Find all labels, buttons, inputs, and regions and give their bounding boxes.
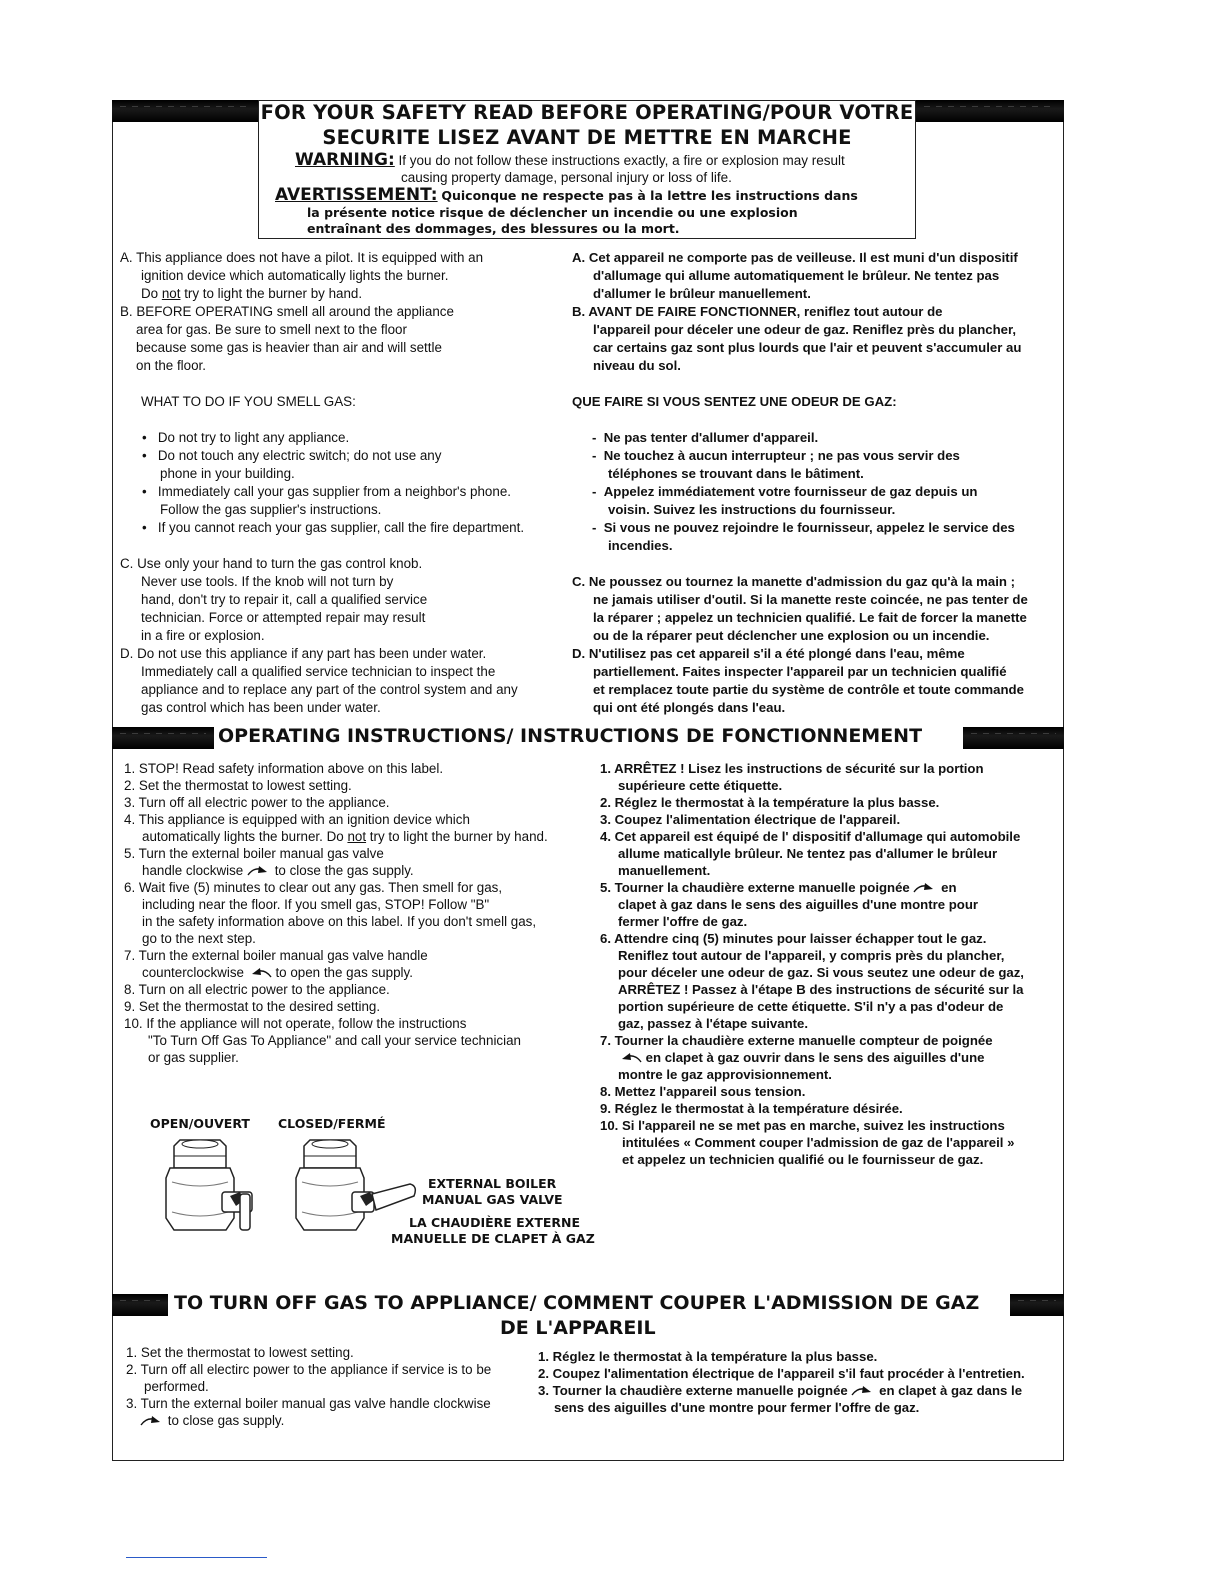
op-fr-6d: ARRÊTEZ ! Passez à l'étape B des instructions de sécurité sur la [618,982,1024,997]
safety-fr-b2: l'appareil pour déceler une odeur de gaz. Reniflez près du plancher, [593,322,1017,337]
safety-title-box [258,100,916,239]
safety-fr-bullet-3: - Appelez immédiatement votre fournisseur de gaz depuis un [592,484,978,499]
avertissement-label: AVERTISSEMENT: [275,185,438,205]
safety-en-column [120,249,560,717]
safety-en-b4: on the floor. [136,358,206,373]
safety-en-d3: appliance and to replace any part of the control system and any [141,682,518,697]
op-fr-10b: intitulées « Comment couper l'admission de gaz de l'appareil » [622,1135,1015,1150]
op-en-10b: "To Turn Off Gas To Appliance" and call your service technician [148,1033,521,1048]
op-fr-4b: allume maticallyle brûleur. Ne tentez pas d'allumer le brûleur [618,846,998,861]
safety-en-what-to-do: WHAT TO DO IF YOU SMELL GAS: [141,394,356,409]
valve-caption-en-2: MANUAL GAS VALVE [422,1192,563,1207]
clockwise-arrow-icon [247,866,271,876]
turnoff-fr-column [538,1348,1062,1416]
op-en-2: 2. Set the thermostat to lowest setting. [124,778,352,793]
safety-fr-d3: et remplacez toute partie du système de contrôle et toute commande [593,682,1024,697]
valve-closed-label: CLOSED/FERMÉ [278,1116,386,1131]
op-en-5a: 5. Turn the external boiler manual gas valve [124,846,384,861]
op-en-7a: 7. Turn the external boiler manual gas valve handle [124,948,428,963]
safety-en-c4: technician. Force or attempted repair may result [141,610,426,625]
safety-en-a1: A. This appliance does not have a pilot. It is equipped with an [120,250,484,265]
op-fr-1a: 1. ARRÊTEZ ! Lisez les instructions de sécurité sur la portion [600,761,984,776]
header-band-right [916,100,1064,122]
warning-text-1: If you do not follow these instructions exactly, a fire or explosion may result [398,153,845,168]
op-fr-5c: fermer l'offre de gaz. [618,914,748,929]
op-fr-10c: et appelez un technicien qualifié ou le fournisseur de gaz. [622,1152,984,1167]
safety-fr-bullet-4b: incendies. [608,538,673,553]
safety-fr-what-to-do: QUE FAIRE SI VOUS SENTEZ UNE ODEUR DE GAZ: [572,394,897,409]
turnoff-title-1: TO TURN OFF GAS TO APPLIANCE/ COMMENT COUPER L'ADMISSION DE GAZ [174,1292,980,1314]
op-en-1: 1. STOP! Read safety information above on this label. [124,761,444,776]
turnoff-band-left [112,1294,168,1316]
op-fr-4a: 4. Cet appareil est équipé de l' dispositif d'allumage qui automobile [600,829,1021,844]
footer-rule [126,1557,267,1558]
warning-label: WARNING: [295,150,395,170]
op-fr-6f: gaz, passez à l'étape suivante. [618,1016,809,1031]
safety-en-bullet-1: • Do not try to light any appliance. [142,430,350,445]
safety-title-line2: SECURITE LISEZ AVANT DE METTRE EN MARCHE [322,126,852,149]
safety-fr-bullet-4: - Si vous ne pouvez rejoindre le fournisseur, appelez le service des [592,520,1015,535]
operating-en-column [124,760,584,1066]
operating-title: OPERATING INSTRUCTIONS/ INSTRUCTIONS DE FONCTIONNEMENT [218,725,923,747]
op-en-10a: 10. If the appliance will not operate, follow the instructions [124,1016,467,1031]
avertissement-text-3: entraînant des dommages, des blessures ou la mort. [307,221,680,236]
op-fr-8: 8. Mettez l'appareil sous tension. [600,1084,806,1099]
safety-fr-d2: partiellement. Faites inspecter l'appareil par un technicien qualifié [593,664,1007,679]
off-en-1: 1. Set the thermostat to lowest setting. [126,1345,354,1360]
valve-caption-fr-2: MANUELLE DE CLAPET À GAZ [391,1231,595,1246]
safety-fr-a2: d'allumage qui allume automatiquement le brûleur. Ne tentez pas [593,268,1000,283]
op-fr-6c: pour déceler une odeur de gaz. Si vous seutez une odeur de gaz, [618,965,1024,980]
op-fr-9: 9. Réglez le thermostat à la température désirée. [600,1101,903,1116]
safety-fr-d1: D. N'utilisez pas cet appareil s'il a été plongé dans l'eau, même [572,646,965,661]
safety-en-c5: in a fire or explosion. [141,628,265,643]
counterclockwise-arrow-icon [618,1053,642,1063]
op-fr-6e: portion supérieure de cette étiquette. S'il n'y a pas d'odeur de [618,999,1004,1014]
off-fr-3a: 3. Tourner la chaudière externe manuelle poignée en clapet à gaz dans le [538,1383,1023,1398]
op-fr-3: 3. Coupez l'alimentation électrique de l'appareil. [600,812,901,827]
avertissement-row [275,187,858,204]
op-fr-2: 2. Réglez le thermostat à la température la plus basse. [600,795,940,810]
counterclockwise-arrow-icon [248,968,272,978]
off-en-2a: 2. Turn off all electirc power to the appliance if service is to be [126,1362,492,1377]
valve-caption-en-1: EXTERNAL BOILER [428,1176,557,1191]
op-en-3: 3. Turn off all electric power to the appliance. [124,795,390,810]
op-en-8: 8. Turn on all electric power to the appliance. [124,982,390,997]
op-en-4b: automatically lights the burner. Do not try to light the burner by hand. [142,829,548,844]
op-fr-7a: 7. Tourner la chaudière externe manuelle compteur de poignée [600,1033,993,1048]
op-fr-5a: 5. Tourner la chaudière externe manuelle poignée en [600,880,957,895]
safety-fr-bullet-1: - Ne pas tenter d'allumer d'appareil. [592,430,819,445]
op-fr-6a: 6. Attendre cinq (5) minutes pour laisser échapper tout le gaz. [600,931,987,946]
safety-en-bullet-4: • If you cannot reach your gas supplier, call the fire department. [142,520,525,535]
op-fr-5b: clapet à gaz dans le sens des aiguilles d'une montre pour [618,897,979,912]
off-fr-3b: sens des aiguilles d'une montre pour fermer l'offre de gaz. [554,1400,920,1415]
safety-fr-bullet-2: - Ne touchez à aucun interrupteur ; ne pas vous servir des [592,448,960,463]
safety-fr-c2: ne jamais utiliser d'outil. Si la manette reste coincée, ne pas tenter de [593,592,1028,607]
avertissement-text-2: la présente notice risque de déclencher un incendie ou une explosion [307,205,798,220]
safety-en-c2: Never use tools. If the knob will not turn by [141,574,394,589]
safety-en-d4: gas control which has been under water. [141,700,381,715]
safety-fr-bullet-2b: téléphones se trouvant dans le bâtiment. [608,466,864,481]
safety-fr-c4: ou de la réparer peut déclencher une explosion ou un incendie. [593,628,990,643]
op-en-6d: go to the next step. [142,931,256,946]
clockwise-arrow-icon [913,883,937,893]
op-fr-10a: 10. Si l'appareil ne se met pas en marche, suivez les instructions [600,1118,1005,1133]
safety-en-c1: C. Use only your hand to turn the gas control knob. [120,556,423,571]
off-en-2b: performed. [144,1379,209,1394]
op-en-5b: handle clockwise to close the gas supply. [142,863,414,878]
safety-en-bullet-3b: Follow the gas supplier's instructions. [160,502,382,517]
safety-fr-a3: d'allumer le brûleur manuellement. [593,286,811,301]
safety-fr-a1: A. Cet appareil ne comporte pas de veilleuse. Il est muni d'un dispositif [572,250,1018,265]
safety-en-b1: B. BEFORE OPERATING smell all around the appliance [120,304,454,319]
safety-en-c3: hand, don't try to repair it, call a qualified service [141,592,428,607]
valve-open-illustration [160,1134,270,1244]
operating-band-left [112,727,214,749]
safety-en-d2: Immediately call a qualified service technician to inspect the [141,664,496,679]
op-en-6a: 6. Wait five (5) minutes to clear out any gas. Then smell for gas, [124,880,503,895]
op-fr-1b: supérieure cette étiquette. [618,778,783,793]
operating-fr-column [600,760,1060,1168]
turnoff-band-right [1010,1294,1064,1316]
safety-fr-bullet-3b: voisin. Suivez les instructions du fournisseur. [608,502,896,517]
safety-en-a2: ignition device which automatically lights the burner. [141,268,449,283]
valve-caption-fr-1: LA CHAUDIÈRE EXTERNE [409,1215,581,1230]
op-fr-6b: Reniflez tout autour de l'appareil, y compris près du plancher, [618,948,1005,963]
safety-en-a3: Do not try to light the burner by hand. [141,286,363,301]
safety-fr-d4: qui ont été plongés dans l'eau. [593,700,786,715]
safety-en-bullet-2b: phone in your building. [160,466,295,481]
operating-band-right [963,727,1064,749]
off-en-3a: 3. Turn the external boiler manual gas valve handle clockwise [126,1396,491,1411]
off-fr-2: 2. Coupez l'alimentation électrique de l'appareil s'il faut procéder à l'entretien. [538,1366,1025,1381]
safety-en-bullet-2: • Do not touch any electric switch; do not use any [142,448,442,463]
op-en-6c: in the safety information above on this label. If you don't smell gas, [142,914,537,929]
off-fr-1: 1. Réglez le thermostat à la température la plus basse. [538,1349,878,1364]
op-fr-7c: montre le gaz approvisionnement. [618,1067,832,1082]
off-en-3b: to close gas supply. [126,1412,526,1429]
safety-en-d1: D. Do not use this appliance if any part has been under water. [120,646,487,661]
turnoff-title-2: DE L'APPAREIL [500,1317,656,1339]
safety-fr-c3: la réparer ; appelez un technicien qualifié. Le fait de forcer la manette [593,610,1027,625]
clockwise-arrow-icon [140,1416,164,1426]
op-en-4a: 4. This appliance is equipped with an ignition device which [124,812,470,827]
safety-en-bullet-3: • Immediately call your gas supplier from a neighbor's phone. [142,484,511,499]
warning-row [295,152,845,169]
safety-en-b3: because some gas is heavier than air and will settle [136,340,442,355]
header-band-left [112,100,258,122]
safety-fr-column [572,249,1062,717]
safety-fr-b1: B. AVANT DE FAIRE FONCTIONNER, reniflez tout autour de [572,304,943,319]
op-fr-7b: en clapet à gaz ouvrir dans le sens des aiguilles d'une [600,1049,1060,1066]
op-en-9: 9. Set the thermostat to the desired setting. [124,999,381,1014]
valve-open-label: OPEN/OUVERT [150,1116,250,1131]
safety-fr-b4: niveau du sol. [593,358,681,373]
turnoff-en-column [126,1344,526,1429]
op-fr-4c: manuellement. [618,863,711,878]
safety-fr-b3: car certains gaz sont plus lourds que l'air et peuvent s'accumuler au [593,340,1022,355]
op-en-7b: counterclockwise to open the gas supply. [142,965,413,980]
avertissement-text-1: Quiconque ne respecte pas à la lettre les instructions dans [441,188,858,203]
safety-en-b2: area for gas. Be sure to smell next to the floor [136,322,407,337]
op-en-6b: including near the floor. If you smell gas, STOP! Follow "B" [142,897,490,912]
safety-title-line1: FOR YOUR SAFETY READ BEFORE OPERATING/POUR VOTRE [260,101,914,124]
op-en-10c: or gas supplier. [148,1050,239,1065]
warning-text-2: causing property damage, personal injury or loss of life. [401,170,732,185]
clockwise-arrow-icon [851,1386,875,1396]
safety-fr-c1: C. Ne poussez ou tournez la manette d'admission du gaz qu'à la main ; [572,574,1015,589]
